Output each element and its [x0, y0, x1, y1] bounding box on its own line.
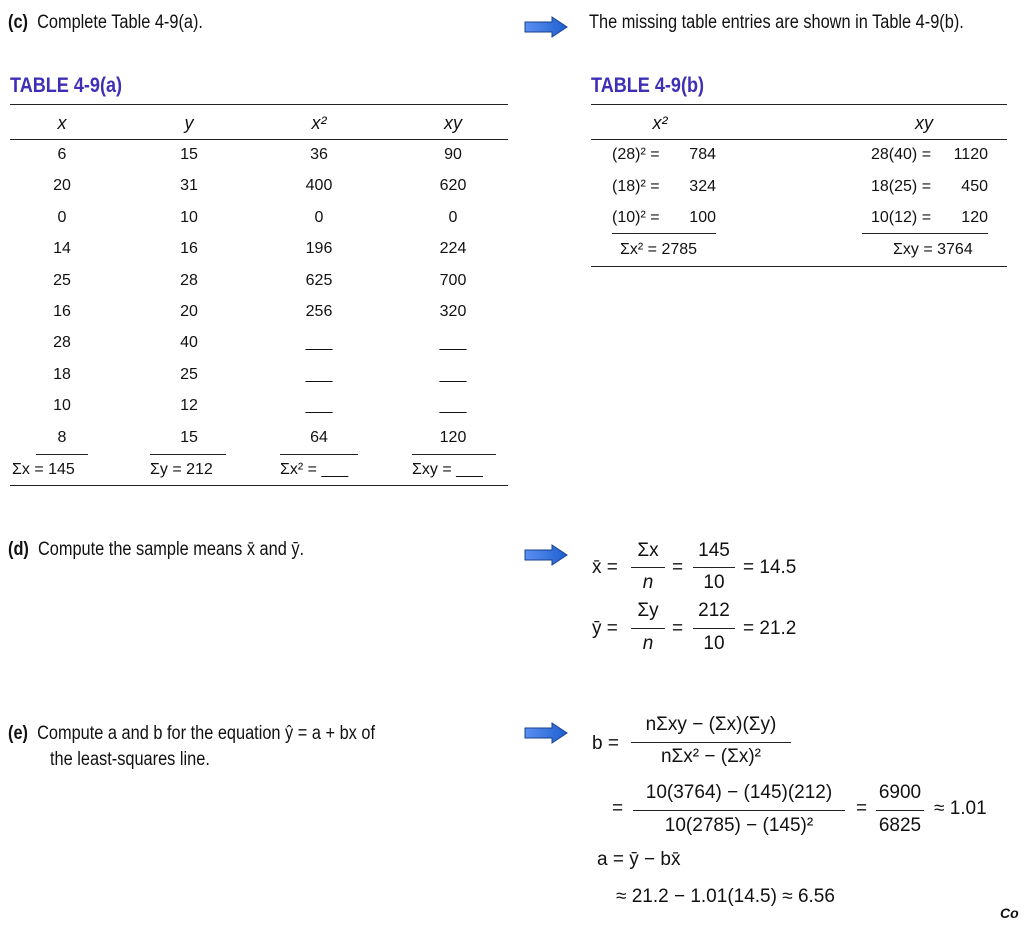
table-a-cell: 10	[180, 209, 198, 226]
b-num: nΣxy − (Σx)(Σy)	[645, 714, 777, 735]
table-a-sum-cell: Σx = 145	[12, 461, 75, 478]
table-a-cell: ___	[305, 397, 333, 414]
table-a-sum-rule	[150, 454, 226, 455]
table-b-cell: 10(12) =	[871, 209, 932, 226]
table-a-header-cell: x²	[311, 113, 327, 133]
table-a-cell: 120	[439, 429, 467, 446]
b-frac2-line	[633, 810, 845, 811]
table-a-cell: ___	[439, 397, 467, 414]
table-b-cell: 100	[689, 209, 716, 226]
table-a-sum-cell: Σxy = ___	[412, 461, 483, 478]
table-a-sum-cell: Σy = 212	[150, 461, 213, 478]
part-e-prompt-line1	[8, 723, 375, 745]
table-a-sum-cell: Σx² = ___	[280, 461, 349, 478]
table-b-cell: (28)² =	[612, 146, 660, 163]
arrow-right-icon	[524, 544, 568, 566]
table-b-title: TABLE 4-9(b)	[591, 74, 705, 97]
table-a-cell: 25	[180, 366, 198, 383]
table-a-cell: 64	[310, 429, 328, 446]
part-d-label: (d)	[8, 539, 29, 560]
table-a-cell: 90	[444, 146, 462, 163]
table-a-cell: 620	[439, 177, 467, 194]
table-b-cell: 28(40) =	[871, 146, 932, 163]
table-a-cell: 20	[180, 303, 198, 320]
table-b-header-cell: xy	[915, 113, 933, 133]
table-a-cell: 15	[180, 146, 198, 163]
table-a-cell: 0	[57, 209, 67, 226]
ybar-frac2-line	[693, 628, 735, 629]
a-line2: ≈ 21.2 − 1.01(14.5) ≈ 6.56	[616, 886, 835, 907]
b-lhs: b =	[592, 733, 619, 754]
footer-fragment: Co	[1000, 905, 1019, 921]
part-c-label: (c)	[8, 12, 28, 33]
table-a-header-cell: x	[57, 113, 67, 133]
table-b-sum-cell: Σx² = 2785	[620, 241, 698, 258]
ybar-eq: =	[672, 618, 684, 639]
table-a-cell: 400	[305, 177, 333, 194]
ybar-num2: 212	[698, 600, 730, 621]
xbar-den2: 10	[703, 572, 725, 593]
table-a-cell: 12	[180, 397, 198, 414]
part-e-prompt-line2: the least-squares line.	[50, 749, 210, 770]
table-a-cell: 31	[180, 177, 198, 194]
xbar-frac2-line	[693, 567, 735, 568]
table-b-cell: (10)² =	[612, 209, 660, 226]
xbar-frac1-line	[631, 567, 665, 568]
table-a-cell: ___	[305, 366, 333, 383]
ybar-den2: 10	[703, 633, 725, 654]
table-a-cell: 40	[180, 334, 198, 351]
table-b-top-rule	[591, 104, 1007, 105]
table-a-cell: ___	[439, 334, 467, 351]
b-result: ≈ 1.01	[934, 798, 987, 819]
table-a-cell: 15	[180, 429, 198, 446]
table-a-top-rule	[10, 104, 508, 105]
b-den2: 10(2785) − (145)²	[664, 815, 814, 836]
table-a-cell: 10	[53, 397, 71, 414]
part-c-answer: The missing table entries are shown in Table 4-9(b).	[589, 12, 964, 33]
b-eq1: =	[612, 798, 624, 819]
table-a-cell: 20	[53, 177, 71, 194]
b-den: nΣx² − (Σx)²	[660, 746, 762, 767]
table-a-cell: 16	[53, 303, 71, 320]
table-a-cell: 36	[310, 146, 328, 163]
table-a-cell: 14	[53, 240, 71, 257]
arrow-right-icon	[524, 722, 568, 744]
table-a-sum-rule	[280, 454, 358, 455]
b-frac-line	[631, 742, 791, 743]
table-a-cell: ___	[305, 334, 333, 351]
table-b-cell: 120	[961, 209, 988, 226]
table-a-bottom-rule	[10, 485, 508, 486]
a-line1: a = ȳ − bx̄	[597, 849, 681, 870]
table-a-cell: 25	[53, 272, 71, 289]
b-frac3-line	[876, 810, 924, 811]
xbar-num1: Σx	[637, 540, 659, 561]
part-c-text: Complete Table 4-9(a).	[37, 12, 203, 33]
table-b-cell: 324	[689, 178, 716, 195]
table-a-cell: 16	[180, 240, 198, 257]
table-b-cell: (18)² =	[612, 178, 660, 195]
table-a-cell: ___	[439, 366, 467, 383]
table-a-cell: 28	[53, 334, 71, 351]
table-b-sum-rule	[612, 233, 716, 234]
xbar-num2: 145	[698, 540, 730, 561]
table-a-cell: 700	[439, 272, 467, 289]
ybar-result: = 21.2	[743, 618, 797, 639]
part-e-label: (e)	[8, 723, 28, 744]
table-b-cell: 18(25) =	[871, 178, 932, 195]
part-e-text1: Compute a and b for the equation ŷ = a + bx of	[37, 723, 375, 744]
ybar-frac1-line	[631, 628, 665, 629]
table-a-cell: 6	[57, 146, 67, 163]
table-a-cell: 196	[305, 240, 333, 257]
b-num3: 6900	[878, 782, 922, 803]
ybar-den1: n	[642, 633, 654, 654]
table-b-header-rule	[591, 139, 1007, 140]
table-b-sum-cell: Σxy = 3764	[893, 241, 973, 258]
arrow-right-icon	[524, 16, 568, 38]
xbar-result: = 14.5	[743, 557, 797, 578]
part-c-prompt	[8, 12, 203, 34]
table-a-header-cell: y	[184, 113, 194, 133]
part-d-prompt	[8, 539, 304, 561]
part-d-text: Compute the sample means x̄ and ȳ.	[37, 539, 305, 560]
table-a-cell: 18	[53, 366, 71, 383]
b-num2: 10(3764) − (145)(212)	[645, 782, 833, 803]
table-a-header-cell: xy	[444, 113, 462, 133]
table-b-cell: 1120	[953, 146, 988, 163]
xbar-eq: =	[672, 557, 684, 578]
table-a-cell: 28	[180, 272, 198, 289]
ybar-lhs: ȳ =	[592, 618, 618, 639]
table-a-sum-rule	[36, 454, 88, 455]
ybar-num1: Σy	[637, 600, 659, 621]
table-a-cell: 0	[314, 209, 324, 226]
table-a-title: TABLE 4-9(a)	[10, 74, 123, 97]
table-a-cell: 625	[305, 272, 333, 289]
table-b-bottom-rule	[591, 266, 1007, 267]
table-a-cell: 224	[439, 240, 467, 257]
table-a-cell: 8	[57, 429, 67, 446]
table-a-sum-rule	[412, 454, 496, 455]
table-a-cell: 0	[448, 209, 458, 226]
table-b-cell: 784	[689, 146, 716, 163]
table-a-header-rule	[10, 139, 508, 140]
b-eq2: =	[856, 798, 868, 819]
xbar-lhs: x̄ =	[592, 557, 618, 578]
table-a-cell: 256	[305, 303, 333, 320]
table-b-header-cell: x²	[652, 113, 668, 133]
table-a-cell: 320	[439, 303, 467, 320]
b-den3: 6825	[878, 815, 922, 836]
table-b-sum-rule	[862, 233, 988, 234]
table-b-cell: 450	[961, 178, 988, 195]
xbar-den1: n	[642, 572, 654, 593]
